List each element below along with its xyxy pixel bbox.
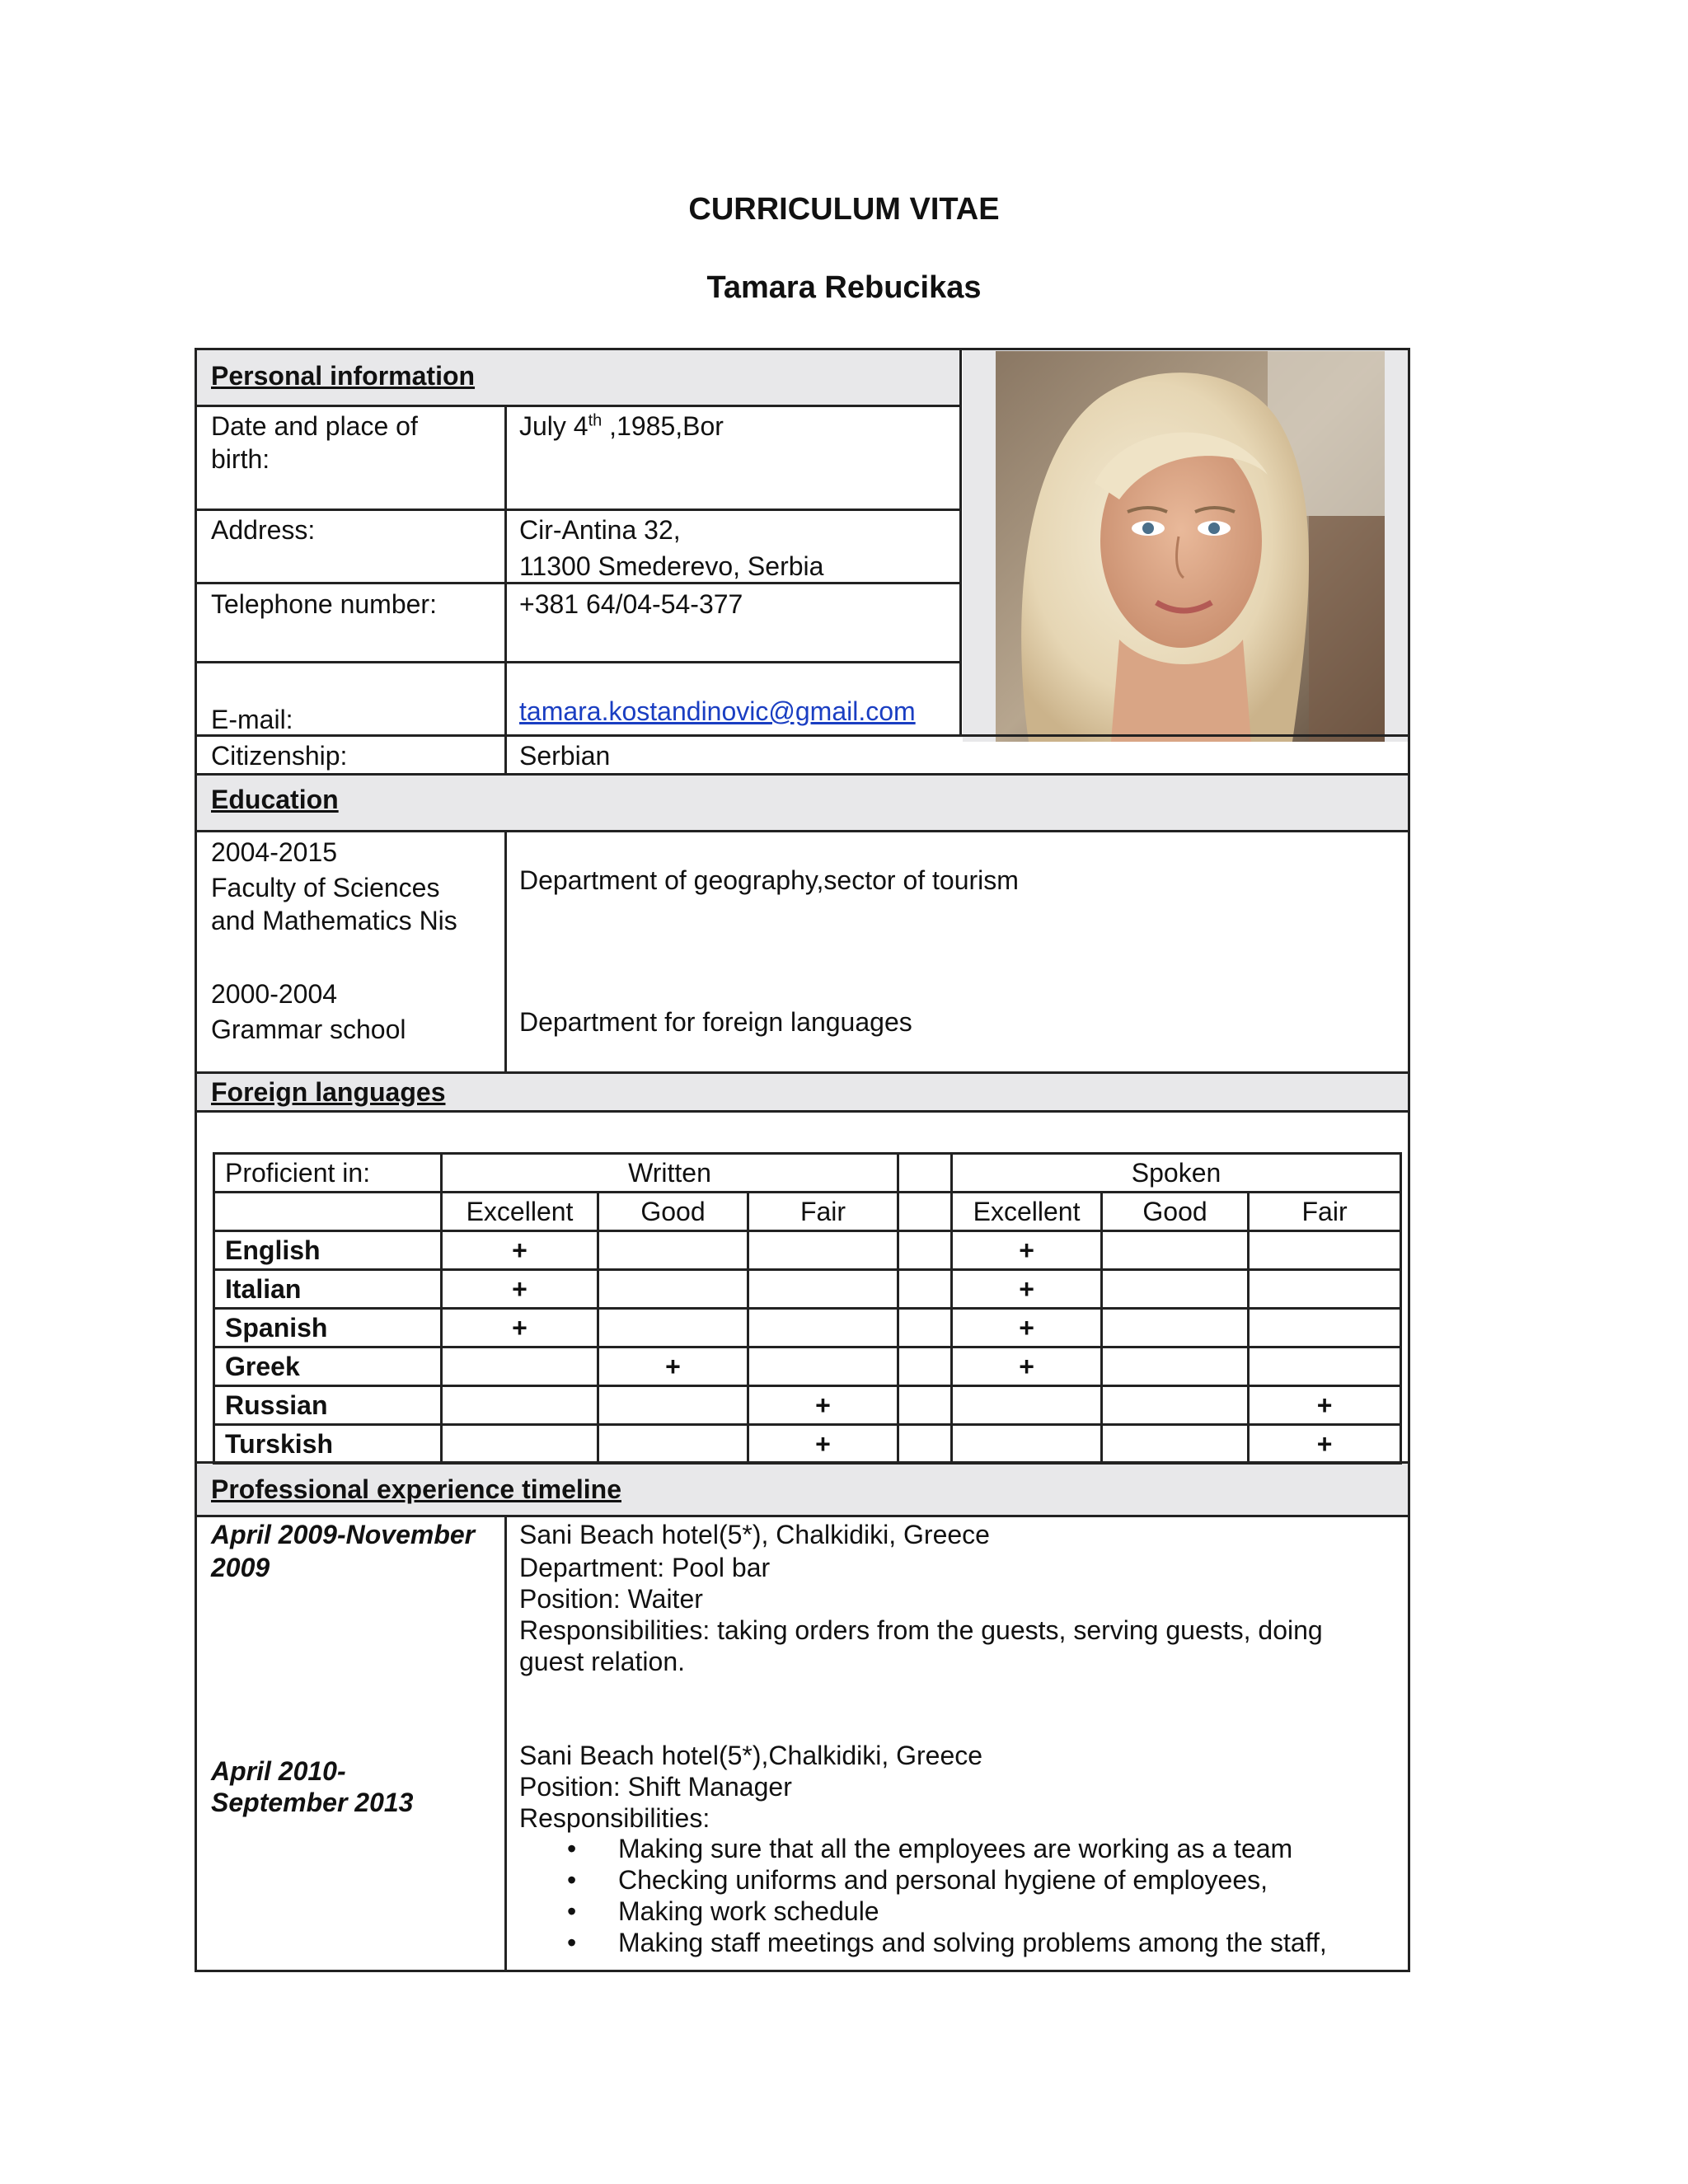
written-fair-cell [748,1270,898,1309]
divider [195,773,1410,776]
citizenship-label: Citizenship: [211,741,348,771]
divider [195,830,1410,832]
spoken-good-cell [1102,1425,1249,1464]
divider [195,734,1410,737]
cv-title: CURRICULUM VITAE [688,192,1000,227]
language-name: English [214,1231,442,1270]
written-excellent-cell [442,1425,598,1464]
phone-label: Telephone number: [211,589,437,619]
education-heading-band [197,776,1408,832]
address-label: Address: [211,515,316,545]
divider [195,1071,1410,1074]
written-level-excellent: Excellent [442,1193,598,1231]
job-1-line-5: guest relation. [519,1647,686,1676]
written-level-good: Good [598,1193,748,1231]
job-2-line-3: Responsibilities: [519,1803,710,1833]
written-good-cell [598,1425,748,1464]
birth-label-line-2: birth: [211,444,270,474]
table-row [214,1231,1401,1270]
divider [195,661,962,663]
spoken-excellent-cell: + [952,1231,1102,1270]
written-fair-cell: + [748,1425,898,1464]
language-name: Russian [214,1386,442,1425]
spacer-cell [898,1386,952,1425]
education-heading: Education [211,785,339,814]
education-school-1a: Faculty of Sciences [211,873,440,902]
education-department-2: Department for foreign languages [519,1007,912,1037]
language-name: Italian [214,1270,442,1309]
spoken-fair-cell [1249,1231,1401,1270]
job-2-responsibilities [519,1833,1327,1958]
table-row [214,1270,1401,1309]
citizenship-value: Serbian [519,741,611,771]
proficient-label: Proficient in: [214,1154,442,1193]
phone-value: +381 64/04-54-377 [519,589,743,619]
spacer-cell [898,1193,952,1231]
written-good-cell [598,1270,748,1309]
job-period-2a: April 2010- [211,1756,346,1786]
spacer-cell [898,1425,952,1464]
spoken-good-cell [1102,1347,1249,1386]
spoken-fair-cell [1249,1309,1401,1347]
spoken-excellent-cell: + [952,1309,1102,1347]
list-item: • Making staff meetings and solving problems among the staff, [519,1927,1327,1958]
spoken-good-cell [1102,1231,1249,1270]
divider [195,405,962,407]
written-excellent-cell: + [442,1270,598,1309]
spacer-cell [898,1347,952,1386]
address-line-1: Cir-Antina 32, [519,515,681,545]
divider [195,1515,1410,1517]
education-years-2: 2000-2004 [211,979,338,1009]
written-good-cell [598,1309,748,1347]
written-label: Written [442,1154,898,1193]
experience-heading: Professional experience timeline [211,1474,621,1504]
address-line-2: 11300 Smederevo, Serbia [519,551,824,581]
spacer-cell [898,1154,952,1193]
written-level-fair: Fair [748,1193,898,1231]
language-name: Spanish [214,1309,442,1347]
spoken-good-cell [1102,1309,1249,1347]
spacer-cell [898,1309,952,1347]
spacer-cell [898,1270,952,1309]
divider [504,1515,507,1972]
spoken-good-cell [1102,1270,1249,1309]
language-rows [214,1231,1401,1464]
education-school-2: Grammar school [211,1015,406,1044]
email-value[interactable] [519,695,916,728]
job-2-line-2: Position: Shift Manager [519,1772,792,1802]
spoken-fair-cell: + [1249,1386,1401,1425]
education-years-1: 2004-2015 [211,837,338,867]
spoken-excellent-cell: + [952,1270,1102,1309]
written-fair-cell [748,1347,898,1386]
job-period-1b: 2009 [211,1553,270,1582]
spacer-cell [898,1231,952,1270]
languages-heading: Foreign languages [211,1077,446,1107]
written-fair-cell [748,1309,898,1347]
job-1-line-4: Responsibilities: taking orders from the guests, serving guests, doing [519,1615,1323,1645]
written-good-cell [598,1231,748,1270]
spoken-good-cell [1102,1386,1249,1425]
email-label: E-mail: [211,705,293,734]
written-fair-cell: + [748,1386,898,1425]
written-excellent-cell: + [442,1231,598,1270]
language-name: Greek [214,1347,442,1386]
spoken-level-excellent: Excellent [952,1193,1102,1231]
written-fair-cell [748,1231,898,1270]
divider [504,405,507,776]
job-period-1a: April 2009-November [211,1520,476,1549]
spoken-excellent-cell: + [952,1347,1102,1386]
job-1-line-2: Department: Pool bar [519,1553,771,1582]
table-row [214,1425,1401,1464]
languages-table [213,1152,1402,1465]
list-item: • Checking uniforms and personal hygiene of employees, [519,1864,1327,1896]
divider [959,348,962,737]
job-2-line-1: Sani Beach hotel(5*),Chalkidiki, Greece [519,1741,983,1770]
spoken-level-fair: Fair [1249,1193,1401,1231]
written-excellent-cell: + [442,1309,598,1347]
written-excellent-cell [442,1386,598,1425]
birth-value: July 4th ,1985,Bor [519,411,724,441]
table-row [214,1309,1401,1347]
empty-cell [214,1193,442,1231]
spoken-fair-cell [1249,1347,1401,1386]
spoken-fair-cell [1249,1270,1401,1309]
table-row [214,1386,1401,1425]
divider [195,509,962,511]
candidate-name: Tamara Rebucikas [706,270,982,305]
table-row [214,1154,1401,1193]
profile-photo-image [996,351,1385,742]
profile-photo [996,351,1385,742]
education-department-1: Department of geography,sector of tourism [519,865,1019,895]
job-period-2b: September 2013 [211,1788,414,1817]
spoken-fair-cell: + [1249,1425,1401,1464]
job-1-line-3: Position: Waiter [519,1584,703,1614]
birth-label-line-1: Date and place of [211,411,418,441]
divider [195,1110,1410,1113]
spoken-label: Spoken [952,1154,1401,1193]
spoken-level-good: Good [1102,1193,1249,1231]
written-excellent-cell [442,1347,598,1386]
list-item: • Making work schedule [519,1896,1327,1927]
education-school-1b: and Mathematics Nis [211,906,457,935]
written-good-cell [598,1386,748,1425]
email-link[interactable]: tamara.kostandinovic@gmail.com [519,696,916,726]
written-good-cell: + [598,1347,748,1386]
job-1-line-1: Sani Beach hotel(5*), Chalkidiki, Greece [519,1520,990,1549]
table-row [214,1193,1401,1231]
divider [504,830,507,1074]
list-item: • Making sure that all the employees are working as a team [519,1833,1327,1864]
spoken-excellent-cell [952,1386,1102,1425]
spoken-excellent-cell [952,1425,1102,1464]
personal-info-heading: Personal information [211,361,476,391]
table-row [214,1347,1401,1386]
language-name: Turskish [214,1425,442,1464]
